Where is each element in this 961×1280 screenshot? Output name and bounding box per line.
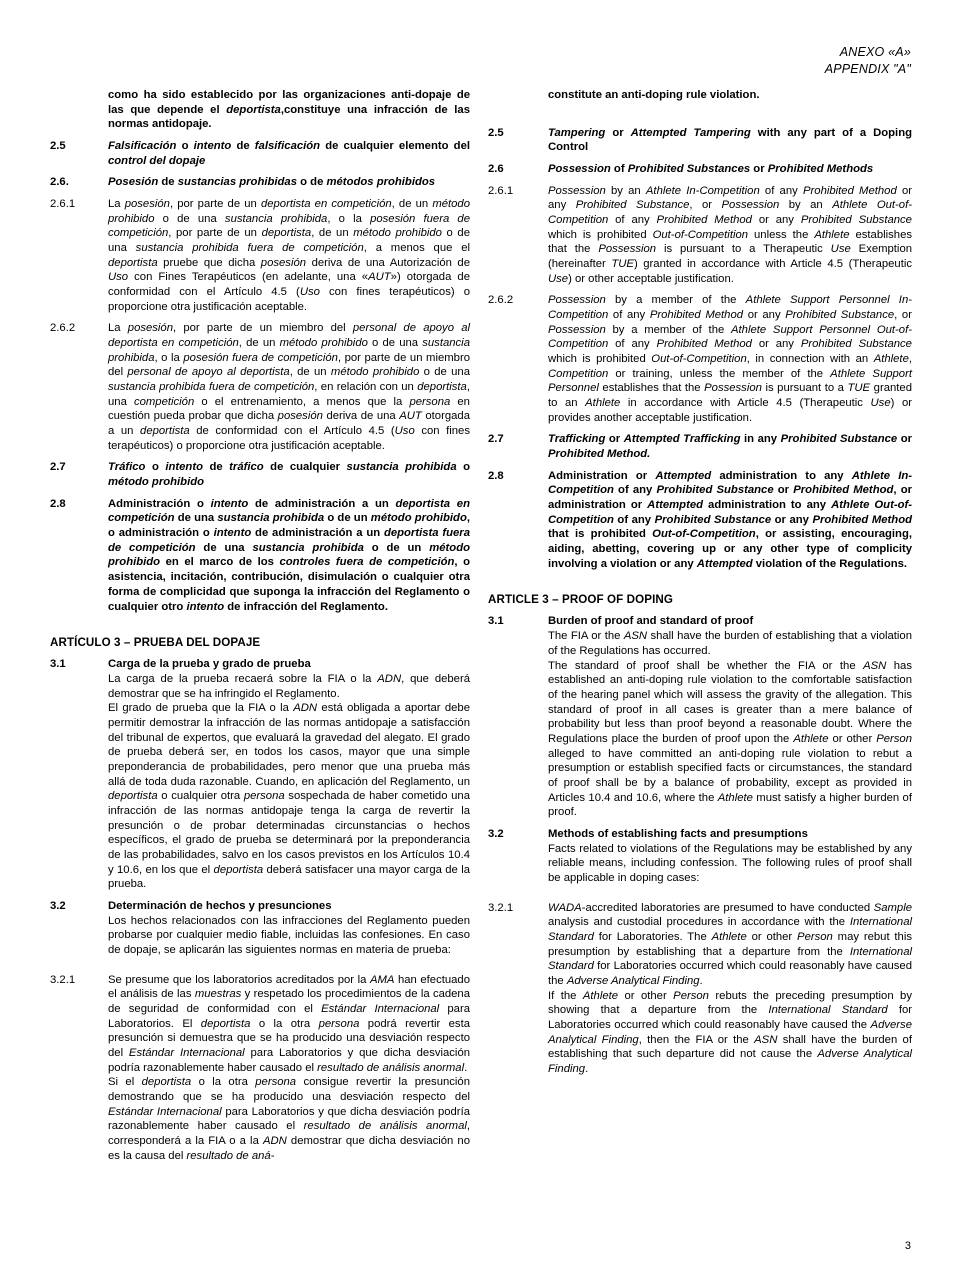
clause-item <box>50 197 470 314</box>
article-clause-paragraph: WADA-accredited laboratories are presumed to have conducted Sample analysis and custodial procedures in accordance with the International Standard for Laboratories. The Athlete or other Person may rebut this presumption by establishing that a departure from the International Standard for Laboratories occurred which could reasonably have caused the Adverse Analytical Finding. <box>548 901 912 987</box>
english-continuation-text: constitute an anti-doping rule violation. <box>548 89 760 101</box>
header-line-anexo: ANEXO «A» <box>839 45 911 59</box>
clause-item <box>50 460 470 489</box>
clause-spacer <box>50 965 470 973</box>
clause-text: Possession by an Athlete In-Competition of any Prohibited Method or any Prohibited Substance, or Possession by an Athlete Out-of-Competition of any Prohibited Method or any Prohibited Substance which is prohibited Out-of-Competition unless the Athlete establishes that the Possession is pursuant to a Therapeutic Use Exemption (hereinafter TUE) granted in accordance with Article 4.5 (Therapeutic Use) or other acceptable justification. <box>548 184 913 285</box>
article-clause-paragraph: Facts related to violations of the Regulations may be established by any reliable means, including confession. The following rules of proof shall be applicable in doping cases: <box>548 842 912 884</box>
clause-item <box>50 175 470 190</box>
clause-item <box>488 184 912 287</box>
clause-text: La posesión, por parte de un deportista en competición, de un método prohibido o de una sustancia prohibida, o la posesión fuera de competición, por parte de un deportista, de un método prohibido o de una sustancia prohibida fuera de competición, a menos que el deportista pruebe que dicha posesión deriva de una Autorización de Uso con Fines Terapéuticos (en adelante, una «AUT») otorgada de conformidad con el Artículo 4.5 (Uso con fines terapéuticos) o proporcione otra justificación aceptable. <box>108 198 470 313</box>
article-clause-paragraph: If the Athlete or other Person rebuts the preceding presumption by showing that a departure from the International Standard for Laboratories occurred which could reasonably have caused the Adverse Analytical Finding, then the FIA or the ASN shall have the burden of establishing that such departure did not cause the Adverse Analytical Finding. <box>548 989 913 1075</box>
article-clause-body <box>548 827 912 886</box>
article-clause-body <box>108 973 470 1164</box>
article-clause-item <box>488 901 912 1077</box>
clause-text: La posesión, por parte de un miembro del personal de apoyo al deportista en competición, de un método prohibido o de una sustancia prohibida, o la posesión fuera de competición, por parte de un miembro del personal de apoyo al deportista, de un método prohibido o de una sustancia prohibida fuera de competición, en relación con un deportista, una competición o el entrenamiento, a menos que la persona en cuestión pueda probar que dicha posesión deriva de una AUT otorgada a un deportista de conformidad con el Artículo 4.5 (Uso con fines terapéuticos) o proporcione otra justificación aceptable. <box>108 322 471 452</box>
clause-item <box>488 432 912 461</box>
article-clause-body <box>108 899 470 958</box>
clause-text: Falsificación o intento de falsificación de cualquier elemento del control del dopaje <box>108 140 470 167</box>
clause-number: 2.7 <box>50 461 66 474</box>
article-clause-heading: Carga de la prueba y grado de prueba <box>108 658 311 671</box>
clause-number: 2.6.1 <box>50 198 76 211</box>
spanish-continuation-text: como ha sido establecido por las organizaciones anti-dopaje de las que depende el deportista,constituye una infracción de las normas antidopaje. <box>108 89 470 131</box>
article-clause-heading: Burden of proof and standard of proof <box>548 615 754 628</box>
two-column-body <box>50 88 911 1170</box>
spanish-items-list <box>50 139 470 614</box>
clause-item <box>488 126 912 155</box>
clause-number: 2.7 <box>488 433 504 446</box>
article-clause-paragraph: Se presume que los laboratorios acreditados por la AMA han efectuado el análisis de las muestras y respetado los procedimientos de la cadena de seguridad de conformidad con el Estándar Internacional para Laboratorios. El deportista o la otra persona podrá revertir esta presunción si demuestra que se ha producido una desviación respecto del Estándar Internacional para Laboratorios y que dicha desviación podría razonablemente haber causado el resultado de análisis anormal. <box>108 973 471 1074</box>
clause-text: Tampering or Attempted Tampering with any part of a Doping Control <box>548 126 912 154</box>
article-clause-number: 3.1 <box>50 658 66 671</box>
article-clause-paragraph: Si el deportista o la otra persona consigue revertir la presunción demostrando que se ha producido una desviación respecto del Estándar Internacional para Laboratorios y que dicha desviación podría razonablemente haber causado el resultado de análisis anormal, corresponderá a la FIA o a la ADN demostrar que dicha desviación no es la causa del resultado de aná- <box>108 1076 470 1162</box>
clause-item <box>488 469 912 572</box>
article-clause-heading: Methods of establishing facts and presumptions <box>548 827 808 840</box>
clause-number: 2.8 <box>488 469 504 482</box>
article-clause-item <box>488 614 912 819</box>
clause-text: Administración o intento de administración a un deportista en competición de una sustancia prohibida o de un método prohibido, o administración o intento de administración a un deportista fuera de competición de una sustancia prohibida o de un método prohibido en el marco de los controles fuera de competición, o asistencia, incitación, contribución, disimulación o cualquier otra forma de complicidad que suponga la infracción del Reglamento o cualquier otro intento de infracción del Reglamento. <box>108 497 470 613</box>
clause-text: Possession of Prohibited Substances or Prohibited Methods <box>548 163 874 176</box>
english-continuation-block <box>488 88 912 103</box>
article-clause-number: 3.2.1 <box>488 901 514 914</box>
clause-item <box>50 497 470 614</box>
english-items-list <box>488 126 912 572</box>
clause-item <box>50 321 470 453</box>
spanish-article-heading: ARTÍCULO 3 – PRUEBA DEL DOPAJE <box>50 636 261 650</box>
spanish-continuation-block <box>50 88 470 132</box>
column-english <box>488 88 912 1170</box>
clause-number: 2.6.1 <box>488 184 514 197</box>
clause-text: Administration or Attempted administration to any Athlete In-Competition of any Prohibited Substance or Prohibited Method, or administration or Attempted administration to any Athlete Out-of-Competition of any Prohibited Substance or any Prohibited Method that is prohibited Out-of-Competition, or assisting, encouraging, aiding, abetting, covering up or any other type of complicity involving a violation or any Attempted violation of the Regulations. <box>548 469 913 570</box>
article-clause-item <box>50 657 470 892</box>
spanish-article-items <box>50 657 470 1163</box>
column-spanish <box>50 88 470 1170</box>
clause-text: Posesión de sustancias prohibidas o de métodos prohibidos <box>108 176 436 189</box>
article-clause-paragraph: The FIA or the ASN shall have the burden of establishing that a violation of the Regulations has occurred. <box>548 630 912 657</box>
article-clause-paragraph: The standard of proof shall be whether the FIA or the ASN has established an anti-doping rule violation to the comfortable satisfaction of the hearing panel which will assess the gravity of the allegation. This standard of proof in all cases is greater than a mere balance of probability but less than proof beyond a reasonable doubt. Where the Regulations place the burden of proof upon the Athlete or other Person alleged to have committed an anti-doping rule violation to rebut a presumption or establish specified facts or circumstances, the standard of proof shall be by a balance of probability, except as provided in Articles 10.4 and 10.6, where the Athlete must satisfy a higher burden of proof. <box>548 659 912 819</box>
english-article-items <box>488 614 912 1076</box>
article-clause-number: 3.2 <box>50 899 66 912</box>
article-clause-body <box>548 614 912 819</box>
clause-item <box>488 293 912 425</box>
article-clause-item <box>50 899 470 958</box>
article-clause-number: 3.1 <box>488 615 504 628</box>
clause-number: 2.6.2 <box>50 322 76 335</box>
clause-text: Tráfico o intento de tráfico de cualquier sustancia prohibida o método prohibido <box>108 461 470 489</box>
article-clause-paragraph: Los hechos relacionados con las infracciones del Reglamento pueden probarse por cualquier medio fiable, incluidas las confesiones. En caso de dopaje, se aplicarán las siguientes normas en materia de prueba: <box>108 914 470 956</box>
clause-text: Possession by a member of the Athlete Support Personnel In-Competition of any Prohibited Method or any Prohibited Substance, or Possession by a member of the Athlete Support Personnel Out-of-Competition of any Prohibited Method or any Prohibited Substance which is prohibited Out-of-Competition, in connection with an Athlete, Competition or training, unless the member of the Athlete Support Personnel establishes that the Possession is pursuant to a TUE granted to an Athlete in accordance with Article 4.5 (Therapeutic Use) or provides another acceptable justification. <box>548 294 912 424</box>
article-clause-paragraph: El grado de prueba que la FIA o la ADN está obligada a aportar debe permitir demostrar la infracción de las normas antidopaje a satisfacción del tribunal de expertos, que evaluará la gravedad del alegato. El grado de prueba deberá ser, en todos los casos, mayor que una simple preponderancia de probabilidades, pero menor que una prueba más allá de toda duda razonable. Cuando, en aplicación del Reglamento, un deportista o cualquier otra persona sospechada de haber cometido una infracción de las normas antidopaje tenga la carga de revertir la presunción o de probar determinadas circunstancias o hechos específicos, el grado de prueba se determinará por la preponderancia de las probabilidades, salvo en los casos previstos en los Artículos 10.4 y 10.6, en los que el deportista deberá satisfacer una mayor carga de la prueba. <box>108 702 470 891</box>
clause-number: 2.8 <box>50 497 66 510</box>
clause-number: 2.5 <box>488 126 504 139</box>
page-number: 3 <box>904 1240 911 1252</box>
document-header <box>825 44 911 79</box>
clause-number: 2.6. <box>50 176 69 189</box>
clause-number: 2.6 <box>488 163 504 176</box>
article-clause-item <box>488 827 912 886</box>
article-clause-paragraph: La carga de la prueba recaerá sobre la FIA o la ADN, que deberá demostrar que se ha infringido el Reglamento. <box>108 672 470 700</box>
clause-item <box>488 162 912 177</box>
article-clause-heading: Determinación de hechos y presunciones <box>108 899 332 912</box>
clause-text: Trafficking or Attempted Trafficking in any Prohibited Substance or Prohibited Method. <box>548 433 912 461</box>
header-line-appendix: APPENDIX "A" <box>824 62 911 77</box>
clause-spacer <box>488 893 912 901</box>
english-top-spacer <box>488 110 912 126</box>
english-article-heading: ARTICLE 3 – PROOF OF DOPING <box>488 593 673 607</box>
clause-number: 2.6.2 <box>488 294 514 307</box>
article-clause-item <box>50 973 470 1164</box>
article-clause-body <box>108 657 470 892</box>
article-clause-body <box>548 901 912 1077</box>
clause-number: 2.5 <box>50 140 66 153</box>
article-clause-number: 3.2 <box>488 827 504 840</box>
article-clause-number: 3.2.1 <box>50 973 76 986</box>
clause-item <box>50 139 470 168</box>
